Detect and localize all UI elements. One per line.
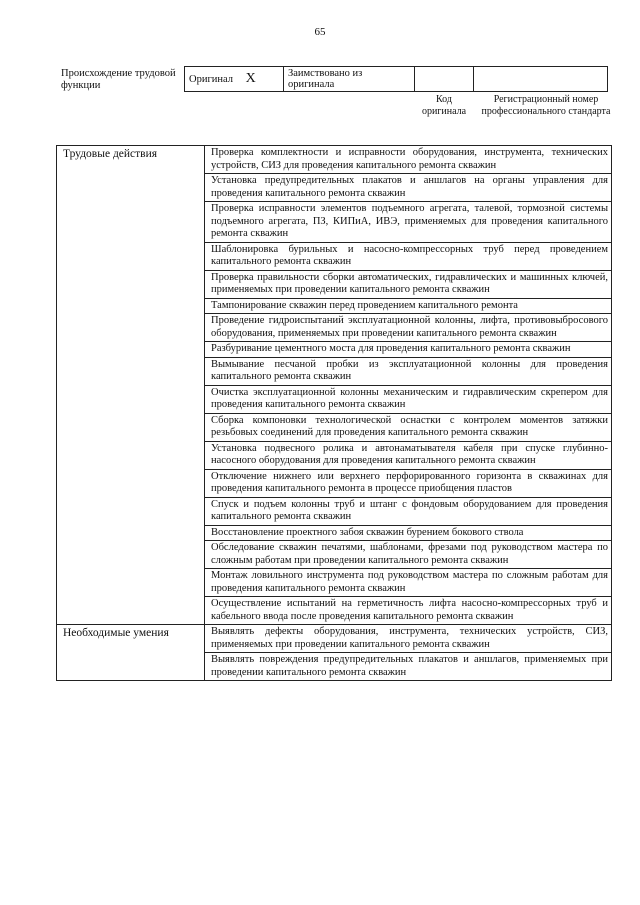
- list-item: Тампонирование скважин перед проведением капитального ремонта: [205, 299, 611, 315]
- page-number: 65: [314, 26, 326, 38]
- list-item: Монтаж ловильного инструмента под руководством мастера по сложным работам для проведения капитального ремонта скважин: [205, 569, 611, 597]
- list-item: Выявлять повреждения предупредительных плакатов и аншлагов, применяемых при проведении капитального ремонта скважин: [211, 654, 608, 678]
- list-item: Проведение гидроиспытаний эксплуатационной колонны, лифта, противовыбросового оборудования, применяемых при проведении капитального ремонта скважин: [205, 314, 611, 342]
- original-mark: X: [245, 71, 256, 86]
- list-item: Обследование скважин печатями, шаблонами, фрезами под руководством мастера по сложным работам при проведении капитального ремонта скважин: [205, 541, 611, 569]
- section-label: Трудовые действия: [57, 146, 205, 625]
- list-item: Установка подвесного ролика и автонаматывателя кабеля при спуске глубинно-насосного оборудования для проведения капитального ремонта скважин: [205, 442, 611, 470]
- origin-table: [184, 66, 608, 92]
- section-label: Необходимые умения: [57, 625, 205, 681]
- list-item: Восстановление проектного забоя скважин бурением бокового ствола: [205, 526, 611, 542]
- list-item: Проверка правильности сборки автоматических, гидравлических и машинных ключей, применяемых при проведении капитального ремонта скважин: [205, 271, 611, 299]
- list-item: Сборка компоновки технологической оснастки с контролем моментов затяжки резьбовых соединений для проведения капитального ремонта скважин: [205, 414, 611, 442]
- code-cell: [415, 67, 474, 92]
- reg-number-caption: Регистрационный номер профессионального стандарта: [481, 94, 611, 117]
- section-items: [205, 625, 612, 681]
- list-item: Установка предупредительных плакатов и аншлагов на органы управления для проведения капитального ремонта скважин: [205, 174, 611, 202]
- section-items: [205, 146, 612, 625]
- original-label: Оригинал: [189, 74, 233, 85]
- list-item: Проверка комплектности и исправности оборудования, инструмента, технических устройств, СИЗ для проведения капитального ремонта скважин: [205, 146, 611, 174]
- code-caption: Код оригинала: [421, 94, 467, 117]
- reg-number-cell: [474, 67, 608, 92]
- list-item: Спуск и подъем колонны труб и штанг с фондовым оборудованием для проведения капитального ремонта скважин: [205, 498, 611, 526]
- list-item: Вымывание песчаной пробки из эксплуатационной колонны для проведения капитального ремонта скважин: [205, 358, 611, 386]
- origin-label: Происхождение трудовой функции: [61, 68, 176, 91]
- section-row-labor-actions: [57, 146, 612, 625]
- list-item: Выявлять дефекты оборудования, инструмента, технических устройств, СИЗ, применяемых при проведении капитального ремонта скважин: [205, 625, 611, 653]
- list-item: Осуществление испытаний на герметичность лифта насосно-компрессорных труб и кабельного ввода после проведения капитального ремонта скважин: [211, 598, 608, 622]
- list-item: Разбуривание цементного моста для проведения капитального ремонта скважин: [205, 342, 611, 358]
- section-row-required-skills: [57, 625, 612, 681]
- borrowed-cell: Заимствовано из оригинала: [284, 67, 415, 92]
- list-item: Проверка исправности элементов подъемного агрегата, талевой, тормозной системы подъемного агрегата, ПЗ, КИПиА, ИВЭ, применяемых для проведения капитального ремонта скважин: [205, 202, 611, 243]
- list-item: Отключение нижнего или верхнего перфорированного горизонта в скважинах для проведения капитального ремонта в процессе приобщения пластов: [205, 470, 611, 498]
- original-cell: [185, 67, 284, 92]
- list-item: Шаблонировка бурильных и насосно-компрессорных труб перед проведением капитального ремонта скважин: [205, 243, 611, 271]
- function-table: [56, 145, 612, 681]
- list-item: Очистка эксплуатационной колонны механическим и гидравлическим скрепером для проведения капитального ремонта скважин: [205, 386, 611, 414]
